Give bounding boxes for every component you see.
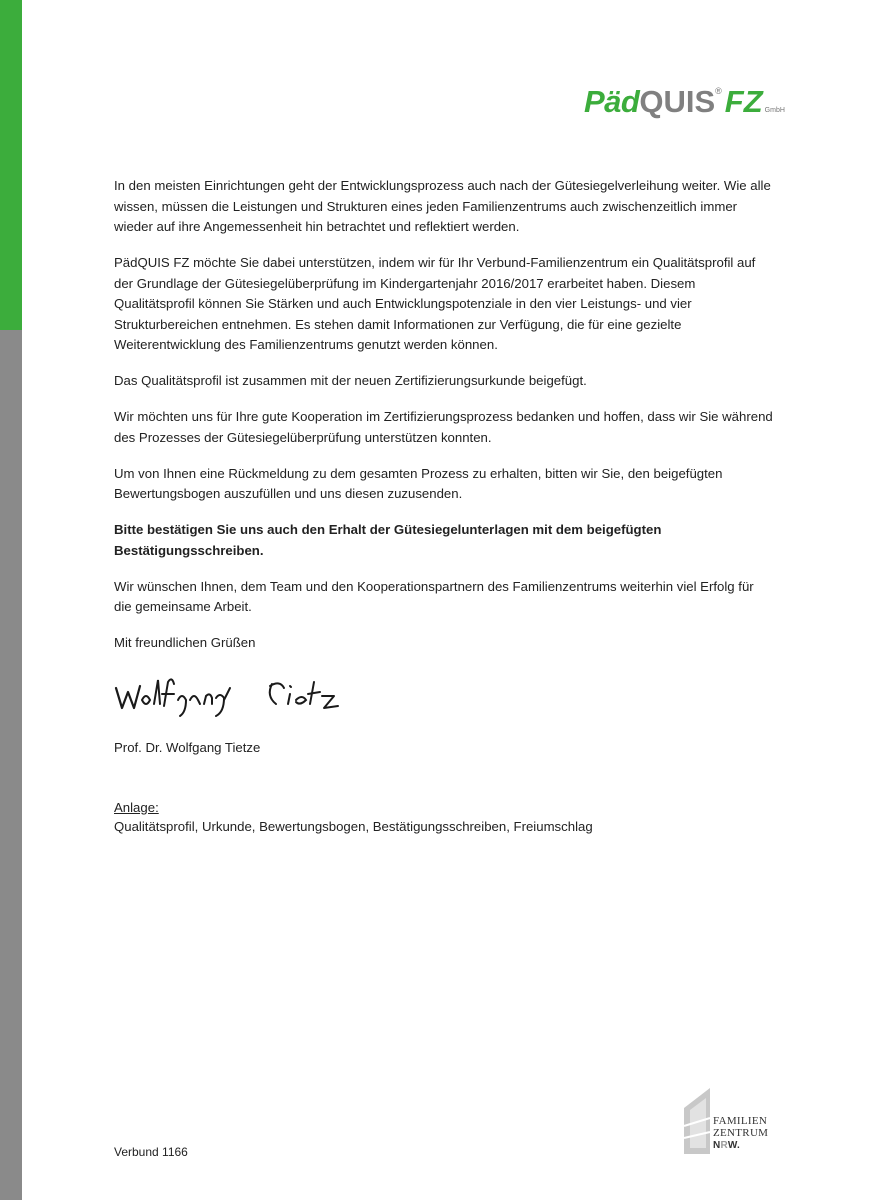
- logo-suffix: GmbH: [764, 107, 785, 114]
- paragraph: Um von Ihnen eine Rückmeldung zu dem gesamten Prozess zu erhalten, bitten wir Sie, den beigefügten Bewertungsbogen auszufüllen und uns diesen zuzusenden.: [114, 465, 723, 501]
- logo-nrw-n: N: [713, 1140, 721, 1151]
- paragraph: In den meisten Einrichtungen geht der Entwicklungsprozess auch nach der Gütesiegelverleihung weiter. Wie alle wissen, müssen die Leistungen und Strukturen eines jeden Familienzentrums auch zwischenzeitlich immer wieder auf ihre Angemessenheit hin betrachtet und reflektiert werden.: [114, 178, 771, 234]
- handwritten-signature: [112, 670, 362, 720]
- logo-nrw-r: R: [720, 1140, 728, 1151]
- attachment-list: Qualitätsprofil, Urkunde, Bewertungsbogen, Bestätigungsschreiben, Freiumschlag: [114, 819, 593, 834]
- letter-body: [114, 176, 774, 669]
- logo-line-familien: FAMILIEN: [713, 1115, 768, 1127]
- attachment-label: Anlage:: [114, 800, 159, 815]
- logo-nrw-w: W.: [727, 1140, 741, 1151]
- grey-side-stripe: [0, 330, 22, 1200]
- logo-part-quis: QUIS: [639, 84, 716, 119]
- logo-registered-mark: ®: [715, 86, 722, 96]
- paragraph: Wir möchten uns für Ihre gute Kooperation im Zertifizierungsprozess bedanken und hoffen, dass wir Sie während des Prozesses der Gütesiegelüberprüfung unterstützen konnten.: [114, 409, 773, 445]
- closing-salutation: Mit freundlichen Grüßen: [114, 635, 256, 650]
- logo-part-paed: Päd: [584, 84, 640, 119]
- green-side-stripe: [0, 0, 22, 330]
- paragraph: PädQUIS FZ möchte Sie dabei unterstützen, indem wir für Ihr Verbund-Familienzentrum ein Qualitätsprofil auf der Grundlage der Gütesiegelüberprüfung im Kindergartenjahr 2016/2017 erarbeitet haben. Diesem Qualitätsprofil können Sie Stärken und auch Entwicklungspotenziale in den vier Leistungs- und vier Strukturbereichen entnehmen. Es stehen damit Informationen zur Verfügung, die für eine gezielte Weiterentwicklung des Familienzentrums genutzt werden können.: [114, 255, 756, 352]
- familienzentrum-nrw-logo: [680, 1088, 790, 1158]
- paragraph: Das Qualitätsprofil ist zusammen mit der neuen Zertifizierungsurkunde beigefügt.: [114, 373, 587, 388]
- paragraph: Wir wünschen Ihnen, dem Team und den Kooperationspartnern des Familienzentrums weiterhin viel Erfolg für die gemeinsame Arbeit.: [114, 578, 754, 614]
- paragraph-bold-request: Bitte bestätigen Sie uns auch den Erhalt der Gütesiegelunterlagen mit dem beigefügten Bestätigungsschreiben.: [114, 522, 662, 558]
- logo-line-zentrum: ZENTRUM: [713, 1127, 769, 1139]
- signer-name: Prof. Dr. Wolfgang Tietze: [114, 740, 261, 755]
- reference-number: Verbund 1166: [114, 1145, 188, 1159]
- paedquis-logo: [584, 84, 785, 118]
- familienzentrum-mark-icon: [680, 1088, 714, 1154]
- logo-part-fz: FZ: [724, 84, 763, 119]
- logo-line-nrw: [713, 1140, 740, 1151]
